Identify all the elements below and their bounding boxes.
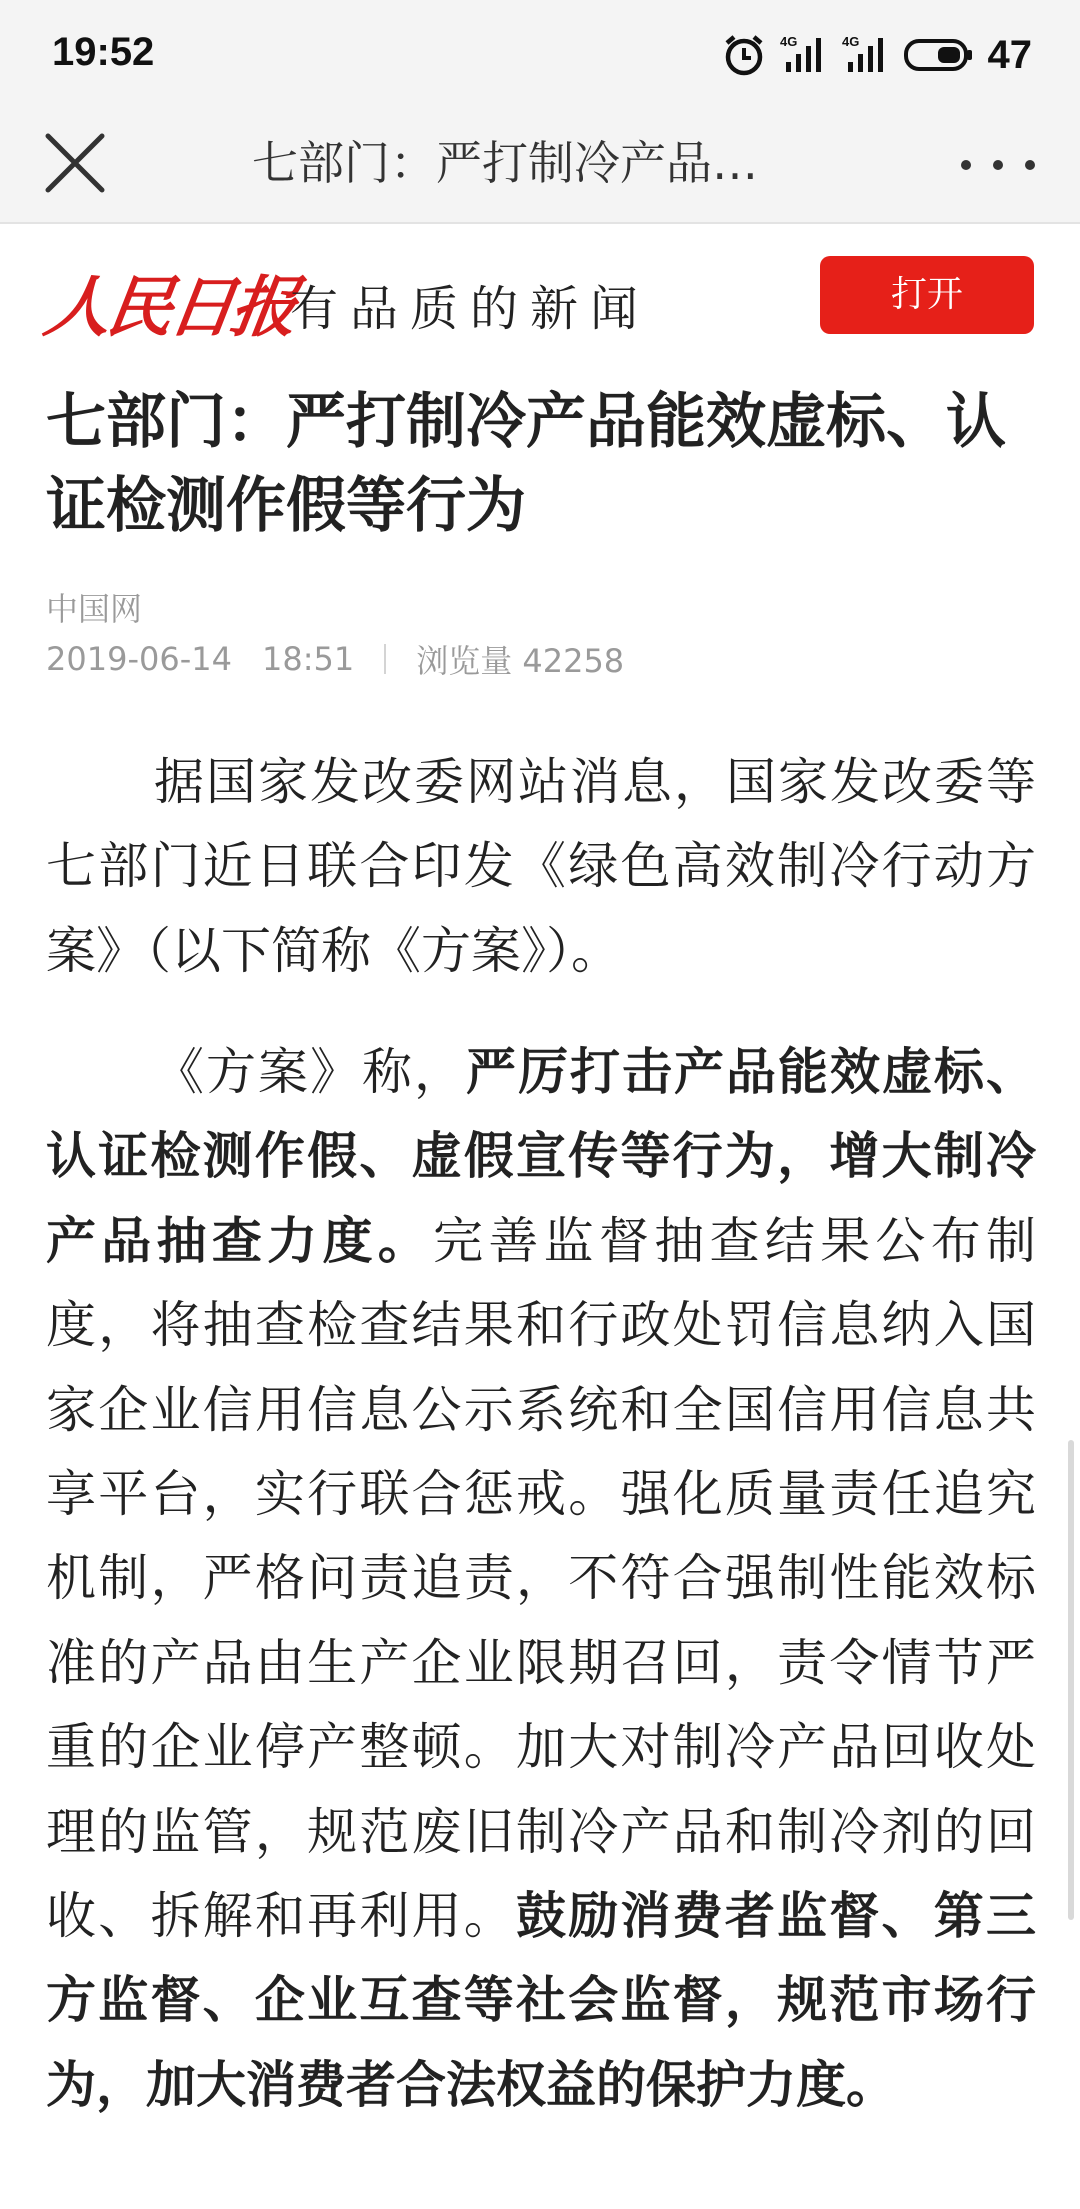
status-bar — [0, 0, 1080, 110]
signal-4g-icon — [842, 34, 890, 76]
title-bar — [0, 110, 1080, 224]
article-time: 18:51 — [261, 640, 355, 678]
alarm-icon — [722, 33, 766, 77]
meta-divider — [384, 644, 386, 674]
signal-4g-icon — [780, 34, 828, 76]
scrollbar[interactable] — [1068, 1440, 1074, 1920]
article-headline: 七部门：严打制冷产品能效虚标、认证检测作假等行为 — [46, 387, 1006, 541]
battery-icon — [904, 38, 974, 72]
paragraph-2-lead: 《方案》称， — [152, 1043, 466, 1101]
status-time: 19:52 — [52, 30, 155, 74]
paragraph-1-text: 据国家发改委网站消息，国家发改委等七部门近日联合印发《绿色高效制冷行动方案》（以下简称《方案》）。 — [46, 753, 1036, 980]
network-label-2: 4G — [841, 34, 859, 49]
battery-level: 47 — [987, 32, 1032, 77]
paragraph-2-body: 完善监督抽查结果公布制度，将抽查检查结果和行政处罚信息纳入国家企业信用信息公示系统和全国信用信息共享平台，实行联合惩戒。强化质量责任追究机制，严格问责追责，不符合强制性能效标准的产品由生产企业限期召回，责令情节严重的企业停产整顿。加大对制冷产品回收处理的监管，规范废旧制冷产品和制冷剂的回收、拆解和再利用。 — [46, 1211, 1037, 1946]
article-paragraph-2 — [46, 1030, 1036, 2127]
article-source: 中国网 — [46, 590, 143, 628]
more-icon — [956, 140, 1040, 190]
brand-logo: 人民日报 — [39, 268, 299, 346]
article-date: 2019-06-14 — [46, 640, 232, 678]
article-views: 浏览量 42258 — [416, 642, 625, 680]
brand-slogan: 有品质的新闻 — [290, 281, 651, 337]
paragraph-2-bold-1: 严厉打击产品能效虚标、认证检测作假、虚假宣传等行为，增大制冷产品抽查力度。 — [46, 1043, 1036, 1270]
close-icon — [42, 122, 108, 206]
brand-banner — [0, 224, 1080, 354]
status-icons — [722, 30, 1033, 80]
page-title: 七部门：严打制冷产品… — [252, 136, 758, 190]
more-button[interactable] — [956, 140, 1040, 190]
article-paragraph-1 — [46, 740, 1036, 993]
network-label-1: 4G — [779, 34, 797, 49]
close-button[interactable] — [42, 122, 108, 206]
article-meta — [46, 636, 624, 682]
paragraph-2-bold-2: 鼓励消费者监督、第三方监督、企业互查等社会监督，规范市场行为，加大消费者合法权益的保护力度。 — [46, 1887, 1036, 2114]
open-app-button[interactable]: 打开 — [820, 256, 1034, 334]
